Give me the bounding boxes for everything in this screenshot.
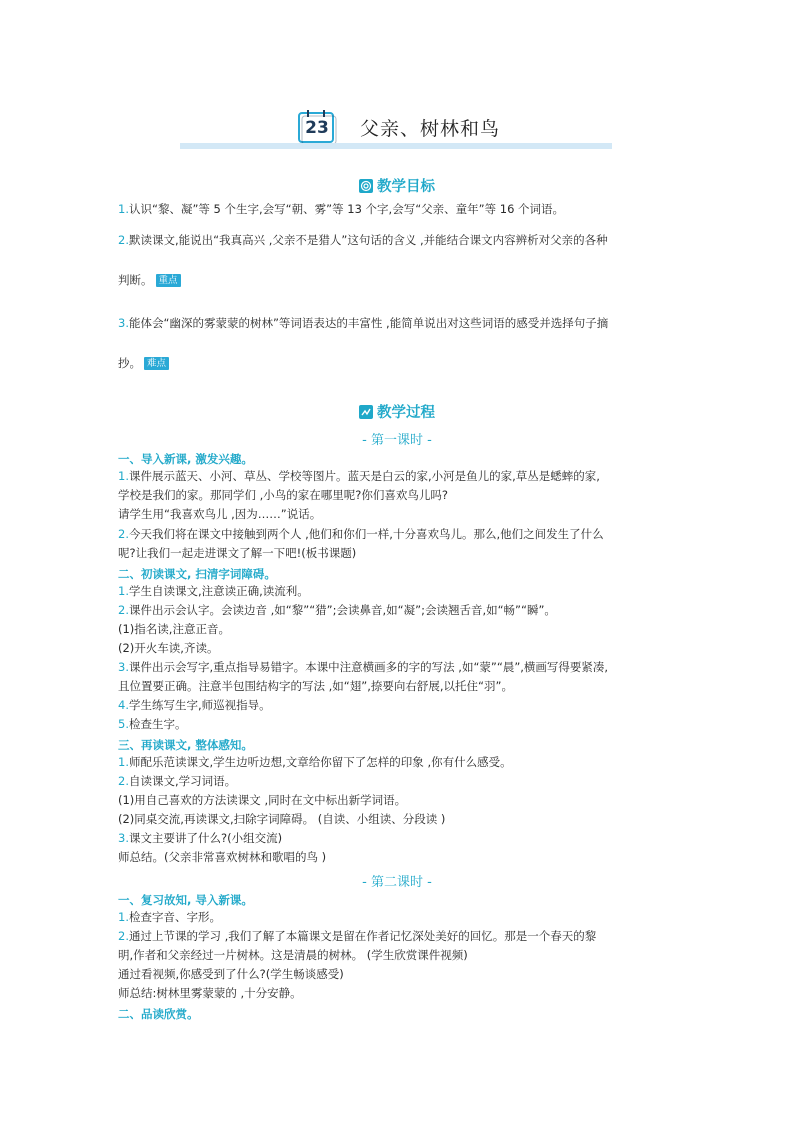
period-1-label: - 第一课时 -: [362, 433, 432, 448]
goal-item-3: 3.能体会“幽深的雾蒙蒙的树林”等词语表达的丰富性 ,能简单说出对这些词语的感受并选择句子摘: [118, 316, 609, 330]
goal-item-2: 2.默读课文,能说出“我真高兴 ,父亲不是猎人”这句话的含义 ,并能结合课文内容辨析对父亲的各种: [118, 233, 608, 247]
process-icon: [359, 405, 373, 419]
key-point-badge: 重点: [156, 274, 181, 287]
p2-3a: 3.课件出示会写字,重点指导易错字。本课中注意横画多的字的写法 ,如“蒙”“晨”,横画写得要紧凑,: [118, 660, 609, 674]
p4-2c: 通过看视频,你感受到了什么?(学生畅谈感受): [118, 967, 344, 981]
goal-item-3-cont: 抄。 难点: [118, 356, 169, 371]
goal-item-2-cont: 判断。 重点: [118, 273, 181, 288]
process-heading: [0, 401, 794, 422]
part1-heading: 一、导入新课, 激发兴趣。: [118, 452, 253, 466]
lesson-number: 23: [305, 118, 329, 138]
part4-heading: 一、复习故知, 导入新课。: [118, 893, 253, 907]
p2-2s1: (1)指名读,注意正音。: [118, 622, 230, 636]
p3-3: 3.课文主要讲了什么?(小组交流): [118, 831, 283, 845]
p1-2a: 2.今天我们将在课文中接触到两个人 ,他们和你们一样,十分喜欢鸟儿。那么,他们之间发生了什么: [118, 527, 604, 541]
lesson-title: 父亲、树林和鸟: [360, 117, 501, 140]
p2-2: 2.课件出示会认字。会读边音 ,如“黎”“猎”;会读鼻音,如“凝”;会读翘舌音,如“畅”“瞬”。: [118, 603, 556, 617]
p3-2s2: (2)同桌交流,再读课文,扫除字词障碍。 (自读、小组读、分段读 ): [118, 812, 446, 826]
p1-1b: 学校是我们的家。那同学们 ,小鸟的家在哪里呢?你们喜欢鸟儿吗?: [118, 488, 449, 502]
title-underline: [180, 143, 612, 149]
goal-item-1: 1.认识“黎、凝”等 5 个生字,会写“朝、雾”等 13 个字,会写“父亲、童年”等 16 个词语。: [118, 202, 565, 216]
goals-heading: [0, 175, 794, 196]
p2-5: 5.检查生字。: [118, 717, 187, 731]
p3-2s1: (1)用自己喜欢的方法读课文 ,同时在文中标出新学词语。: [118, 793, 407, 807]
target-icon: [359, 179, 373, 193]
p4-2b: 明,作者和父亲经过一片树林。这是清晨的树林。 (学生欣赏课件视频): [118, 948, 468, 962]
p2-4: 4.学生练写生字,师巡视指导。: [118, 698, 271, 712]
p1-1a: 1.课件展示蓝天、小河、草丛、学校等图片。蓝天是白云的家,小河是鱼儿的家,草丛是蟋蟀的家,: [118, 469, 600, 483]
p3-summary: 师总结。(父亲非常喜欢树林和歌唱的鸟 ): [118, 850, 327, 864]
p3-2: 2.自读课文,学习词语。: [118, 774, 237, 788]
p2-3b: 且位置要正确。注意半包围结构字的写法 ,如“翅”,捺要向右舒展,以托住“羽”。: [118, 679, 513, 693]
goals-heading-text: 教学目标: [377, 179, 435, 195]
process-heading-text: 教学过程: [377, 405, 435, 421]
part5-heading: 二、品读欣赏。: [118, 1007, 199, 1021]
period-2-label: - 第二课时 -: [362, 875, 432, 890]
p4-2d: 师总结:树林里雾蒙蒙的 ,十分安静。: [118, 986, 302, 1000]
p4-2a: 2.通过上节课的学习 ,我们了解了本篇课文是留在作者记忆深处美好的回忆。那是一个春天的黎: [118, 929, 597, 943]
p4-1: 1.检查字音、字形。: [118, 910, 221, 924]
p3-1: 1.师配乐范读课文,学生边听边想,文章给你留下了怎样的印象 ,你有什么感受。: [118, 755, 512, 769]
p1-2b: 呢?让我们一起走进课文了解一下吧!(板书课题): [118, 546, 357, 560]
p2-1: 1.学生自读课文,注意读正确,读流利。: [118, 584, 309, 598]
p2-2s2: (2)开火车读,齐读。: [118, 641, 219, 655]
calendar-icon: [296, 109, 338, 145]
part2-heading: 二、初读课文, 扫清字词障碍。: [118, 567, 276, 581]
p1-1c: 请学生用“我喜欢鸟儿 ,因为……”说话。: [118, 507, 322, 521]
lesson-title-row: [296, 106, 500, 148]
part3-heading: 三、再读课文, 整体感知。: [118, 738, 253, 752]
difficulty-badge: 难点: [144, 357, 169, 370]
